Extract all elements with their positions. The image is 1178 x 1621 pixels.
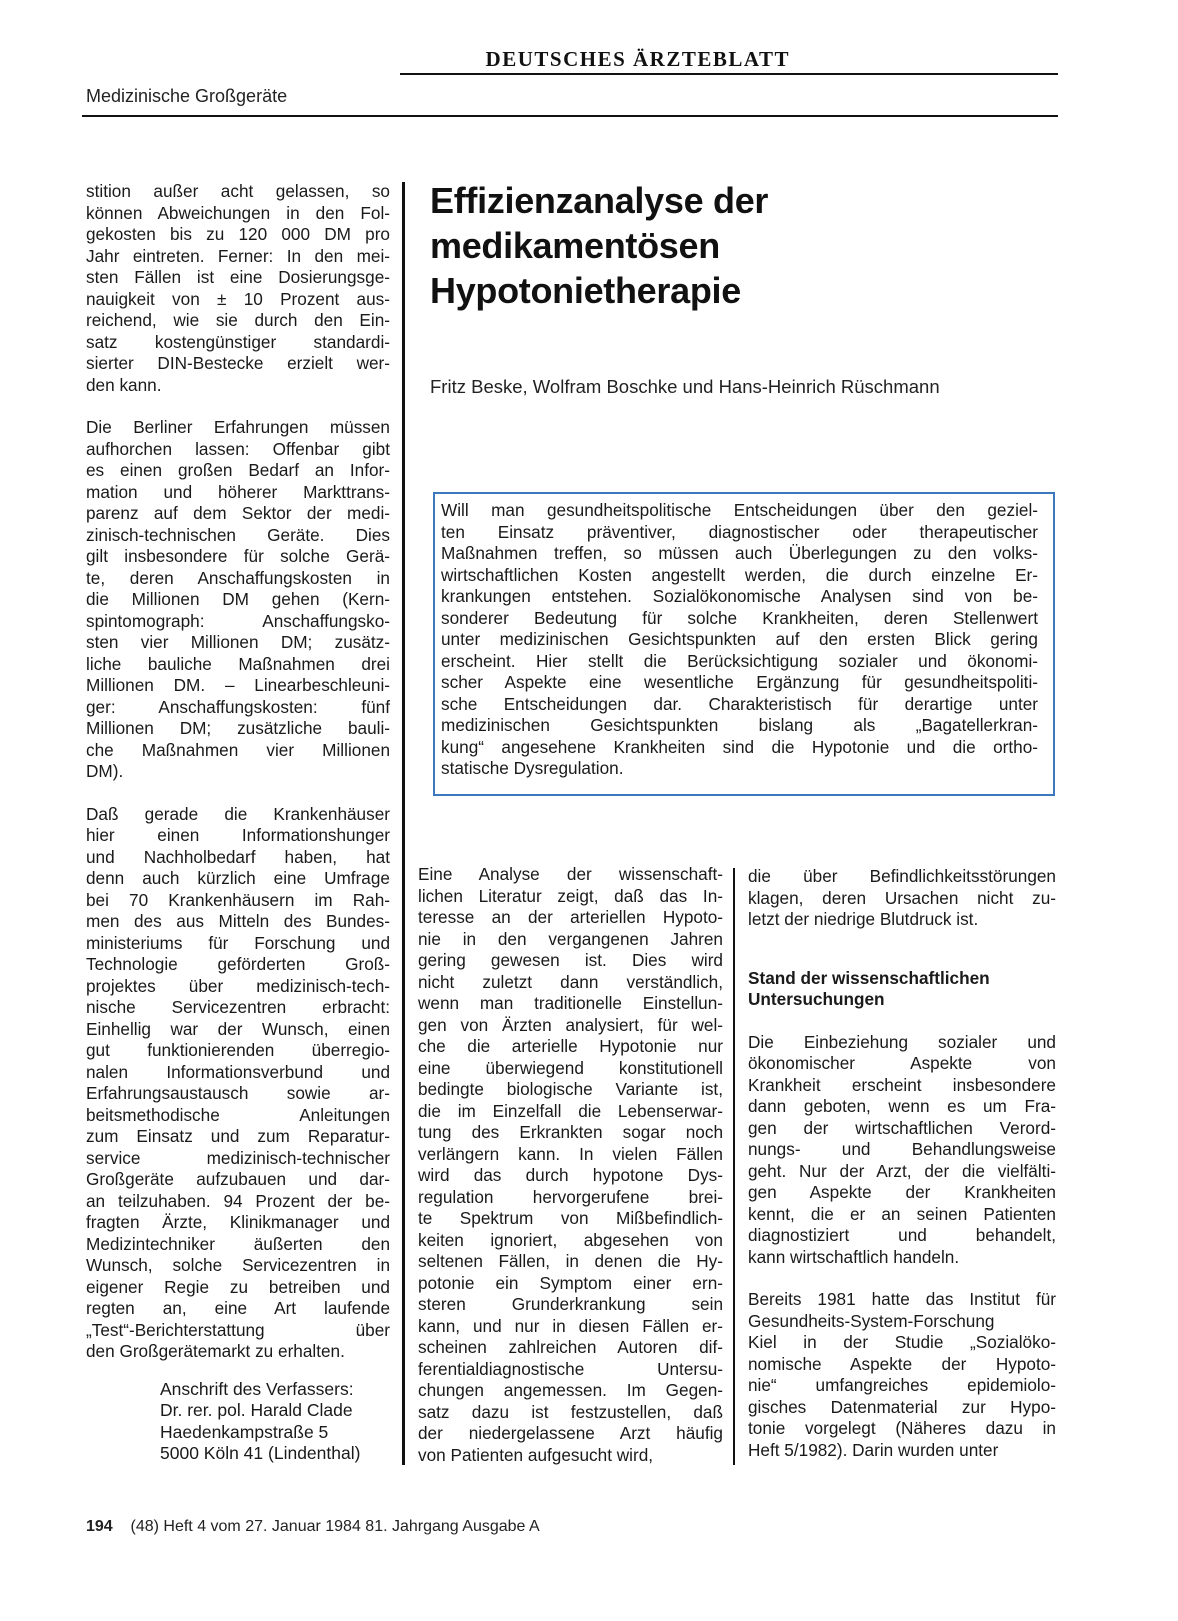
middle-column — [418, 864, 723, 1466]
abstract-text — [441, 500, 1038, 780]
abstract-line: Maßnahmen treffen, so müssen auch Überlegungen zu den volks- — [441, 543, 1038, 563]
text-line: wenn man traditionelle Einstellun- — [418, 993, 723, 1013]
text-line: Technologie geförderten Groß- — [86, 954, 390, 974]
text-line: gilt insbesondere für solche Gerä- — [86, 546, 390, 566]
address-line: Dr. rer. pol. Harald Clade — [160, 1400, 353, 1420]
text-line: lichen Literatur zeigt, daß das In- — [418, 885, 723, 906]
text-line: aufhorchen lassen: Offenbar gibt — [86, 438, 390, 459]
text-line: können Abweichungen in den Fol- — [86, 202, 390, 223]
abstract-line: krankungen entstehen. Sozialökonomische Analysen sind von be- — [441, 586, 1038, 606]
right-paragraph-3 — [748, 1289, 1056, 1461]
text-line: kann wirtschaftlich handeln. — [748, 1246, 960, 1267]
text-line: Großgeräte aufzubauen und dar- — [86, 1169, 390, 1189]
text-line: Eine Analyse der wissenschaft- — [418, 864, 723, 884]
address-line: 5000 Köln 41 (Lindenthal) — [160, 1443, 361, 1463]
text-line: liche bauliche Maßnahmen drei — [86, 653, 390, 674]
text-line: Gesundheits-System-Forschung — [748, 1310, 995, 1331]
text-line: te Spektrum von Mißbefindlich- — [418, 1208, 723, 1228]
text-line: kann, und nur in diesen Fällen er- — [418, 1315, 723, 1336]
text-line: verlängern kann. In vielen Fällen — [418, 1143, 723, 1164]
text-line: ger: Anschaffungskosten: fünf — [86, 696, 390, 717]
title-line-1: Effizienzanalyse der — [430, 180, 769, 221]
issue-info: (48) Heft 4 vom 27. Januar 1984 81. Jahrgang Ausgabe A — [130, 1518, 540, 1535]
text-line: bei 70 Krankenhäusern im Rah- — [86, 889, 390, 910]
text-line: gen der wirtschaftlichen Verord- — [748, 1117, 1056, 1138]
text-line: sten vier Millionen DM; zusätz- — [86, 632, 390, 652]
text-line: service medizinisch-technischer — [86, 1147, 390, 1168]
text-line: beitsmethodische Anleitungen — [86, 1104, 390, 1125]
text-line: steren Grunderkrankung sein — [418, 1294, 723, 1314]
text-line: wird das durch hypotone Dys- — [418, 1165, 723, 1185]
article-title — [430, 178, 768, 313]
text-line: nie“ umfangreiches epidemiolo- — [748, 1375, 1056, 1395]
right-paragraph-1 — [748, 866, 1056, 931]
text-line: chungen angemessen. Im Gegen- — [418, 1380, 723, 1400]
text-line: nauigkeit von ± 10 Prozent aus- — [86, 288, 390, 309]
text-line: gen Aspekte der Krankheiten — [748, 1182, 1056, 1202]
text-line: den kann. — [86, 374, 162, 395]
section-title: Medizinische Großgeräte — [86, 86, 288, 106]
text-line: potonie ein Symptom einer ern- — [418, 1272, 723, 1293]
text-line: Kiel in der Studie „Sozialöko- — [748, 1332, 1056, 1352]
text-line: klagen, deren Ursachen nicht zu- — [748, 887, 1056, 908]
text-line: Wunsch, solche Servicezentren in — [86, 1255, 390, 1275]
abstract-line: sonderer Bedeutung für solche Krankheiten, deren Stellenwert — [441, 607, 1038, 628]
text-line: teresse an der arteriellen Hypoto- — [418, 907, 723, 927]
text-line: die über Befindlichkeitsstörungen — [748, 866, 1056, 886]
text-line: Die Berliner Erfahrungen müssen — [86, 417, 390, 437]
text-line: letzt der niedrige Blutdruck ist. — [748, 909, 979, 929]
text-line: Erfahrungsaustausch sowie ar- — [86, 1083, 390, 1103]
text-line: ministeriums für Forschung und — [86, 932, 390, 953]
abstract-line: statische Dysregulation. — [441, 758, 624, 778]
text-line: keiten ignoriert, abgesehen von — [418, 1229, 723, 1250]
text-line: an teilzuhaben. 94 Prozent der be- — [86, 1190, 390, 1211]
left-paragraph-3 — [86, 804, 390, 1363]
text-line: Medizintechniker äußerten den — [86, 1233, 390, 1254]
abstract-line: medizinischen Gesichtspunkten bislang als „Bagatellerkran- — [441, 715, 1038, 735]
text-line: gekosten bis zu 120 000 DM pro — [86, 224, 390, 244]
text-line: Krankheit erscheint insbesondere — [748, 1074, 1056, 1095]
text-line: eine überwiegend konstitutionell — [418, 1057, 723, 1078]
abstract-line: scher Aspekte eine wesentliche Ergänzung für gesundheitspoliti- — [441, 672, 1038, 692]
text-line: projektes über medizinisch-tech- — [86, 975, 390, 996]
text-line: tung des Erkrankten sogar noch — [418, 1122, 723, 1142]
text-line: men des aus Mitteln des Bundes- — [86, 911, 390, 931]
heading-line: Stand der wissenschaftlichen — [748, 967, 990, 988]
page-footer — [86, 1518, 540, 1536]
abstract-line: kung“ angesehene Krankheiten sind die Hypotonie und die ortho- — [441, 736, 1038, 757]
text-line: dann geboten, wenn es um Fra- — [748, 1096, 1056, 1116]
text-line: bedingte biologische Variante ist, — [418, 1079, 723, 1099]
text-line: nomische Aspekte der Hypoto- — [748, 1353, 1056, 1374]
abstract-line: unter medizinischen Gesichtspunkten auf den ersten Blick gering — [441, 629, 1038, 649]
text-line: te, deren Anschaffungskosten in — [86, 567, 390, 588]
header-rule — [82, 115, 1058, 117]
text-line: nicht zuletzt dann verständlich, — [418, 971, 723, 992]
text-line: parenz auf dem Sektor der medi- — [86, 503, 390, 523]
text-line: fragten Ärzte, Klinikmanager und — [86, 1212, 390, 1232]
text-line: gering gewesen ist. Dies wird — [418, 950, 723, 970]
title-line-2: medikamentösen — [430, 225, 720, 266]
text-line: zinisch-technischen Geräte. Dies — [86, 524, 390, 545]
text-line: nie in den vergangenen Jahren — [418, 928, 723, 949]
abstract-line: ten Einsatz präventiver, diagnostischer oder therapeutischer — [441, 521, 1038, 542]
text-line: nische Servicezentren erbracht: — [86, 997, 390, 1017]
text-line: stition außer acht gelassen, so — [86, 181, 390, 201]
text-line: DM). — [86, 761, 124, 781]
text-line: regten an, eine Art laufende — [86, 1298, 390, 1318]
abstract-line: sche Entscheidungen dar. Charakteristisch für derartige unter — [441, 693, 1038, 714]
text-line: die im Einzelfall die Lebenserwar- — [418, 1100, 723, 1121]
text-line: ferentialdiagnostische Untersu- — [418, 1358, 723, 1379]
text-line: Heft 5/1982). Darin wurden unter — [748, 1439, 999, 1460]
text-line: nungs- und Behandlungsweise — [748, 1139, 1056, 1159]
column-rule-left — [402, 182, 405, 1465]
text-line: „Test“-Berichterstattung über — [86, 1319, 390, 1340]
left-column — [86, 181, 390, 1465]
address-line: Anschrift des Verfassers: — [160, 1378, 354, 1399]
text-line: che Maßnahmen vier Millionen — [86, 739, 390, 760]
text-line: mation und höherer Markttrans- — [86, 481, 390, 502]
article-authors: Fritz Beske, Wolfram Boschke und Hans-Heinrich Rüschmann — [430, 376, 940, 397]
right-paragraph-2 — [748, 1032, 1056, 1269]
text-line: nalen Informationsverbund und — [86, 1061, 390, 1082]
text-line: geht. Nur der Arzt, der die vielfälti- — [748, 1160, 1056, 1181]
text-line: gut funktionierenden überregio- — [86, 1040, 390, 1060]
text-line: sten Fällen ist eine Dosierungsge- — [86, 267, 390, 287]
author-address — [160, 1379, 390, 1465]
text-line: Die Einbeziehung sozialer und — [748, 1031, 1056, 1052]
text-line: eigener Regie zu betreiben und — [86, 1276, 390, 1297]
abstract-line: erscheint. Hier stellt die Berücksichtigung sozialer und ökonomi- — [441, 650, 1038, 671]
section-heading — [748, 968, 1056, 1011]
page-number: 194 — [86, 1518, 113, 1535]
text-line: satz kostengünstiger standardi- — [86, 331, 390, 352]
abstract-line: Will man gesundheitspolitische Entscheidungen über den geziel- — [441, 500, 1038, 520]
column-rule-middle — [733, 868, 735, 1465]
left-paragraph-2 — [86, 417, 390, 783]
text-line: Jahr eintreten. Ferner: In den mei- — [86, 245, 390, 266]
text-line: kennt, die er an seinen Patienten — [748, 1203, 1056, 1224]
text-line: spintomograph: Anschaffungsko- — [86, 610, 390, 631]
text-line: Daß gerade die Krankenhäuser — [86, 803, 390, 824]
text-line: und Nachholbedarf haben, hat — [86, 846, 390, 867]
text-line: seltenen Fällen, in denen die Hy- — [418, 1251, 723, 1271]
text-line: regulation hervorgerufene brei- — [418, 1186, 723, 1207]
text-line: tonie vorgelegt (Näheres dazu in — [748, 1418, 1056, 1438]
text-line: sierter DIN-Bestecke erzielt wer- — [86, 353, 390, 373]
title-line-3: Hypotonietherapie — [430, 270, 741, 311]
heading-line: Untersuchungen — [748, 989, 885, 1009]
text-line: satz dazu ist festzustellen, daß — [418, 1401, 723, 1422]
text-line: den Großgerätemarkt zu erhalten. — [86, 1341, 345, 1361]
abstract-line: wirtschaftlichen Kosten angestellt werden, die durch einzelne Er- — [441, 564, 1038, 585]
left-paragraph-1 — [86, 181, 390, 396]
text-line: che die arterielle Hypotonie nur — [418, 1036, 723, 1056]
text-line: gen von Ärzten analysiert, für wel- — [418, 1014, 723, 1035]
text-line: scheinen zahlreichen Autoren dif- — [418, 1337, 723, 1357]
text-line: Millionen DM. – Linearbeschleuni- — [86, 675, 390, 695]
text-line: reichend, wie sie durch den Ein- — [86, 310, 390, 330]
text-line: hier einen Informationshunger — [86, 825, 390, 845]
text-line: es einen großen Bedarf an Infor- — [86, 460, 390, 480]
right-column — [748, 866, 1056, 1461]
text-line: denn auch kürzlich eine Umfrage — [86, 868, 390, 888]
text-line: ökonomischer Aspekte von — [748, 1053, 1056, 1073]
text-line: Einhellig war der Wunsch, einen — [86, 1018, 390, 1039]
address-line: Haedenkampstraße 5 — [160, 1421, 329, 1442]
masthead-rule — [400, 73, 1058, 75]
text-line: der niedergelassene Arzt häufig — [418, 1423, 723, 1443]
text-line: zum Einsatz und zum Reparatur- — [86, 1126, 390, 1146]
masthead: DEUTSCHES ÄRZTEBLATT — [485, 47, 790, 71]
text-line: Millionen DM; zusätzliche bauli- — [86, 718, 390, 738]
text-line: von Patienten aufgesucht wird, — [418, 1444, 654, 1465]
text-line: Bereits 1981 hatte das Institut für — [748, 1289, 1056, 1309]
text-line: die Millionen DM gehen (Kern- — [86, 589, 390, 609]
text-line: diagnostiziert und behandelt, — [748, 1225, 1056, 1245]
text-line: gisches Datenmaterial zur Hypo- — [748, 1396, 1056, 1417]
